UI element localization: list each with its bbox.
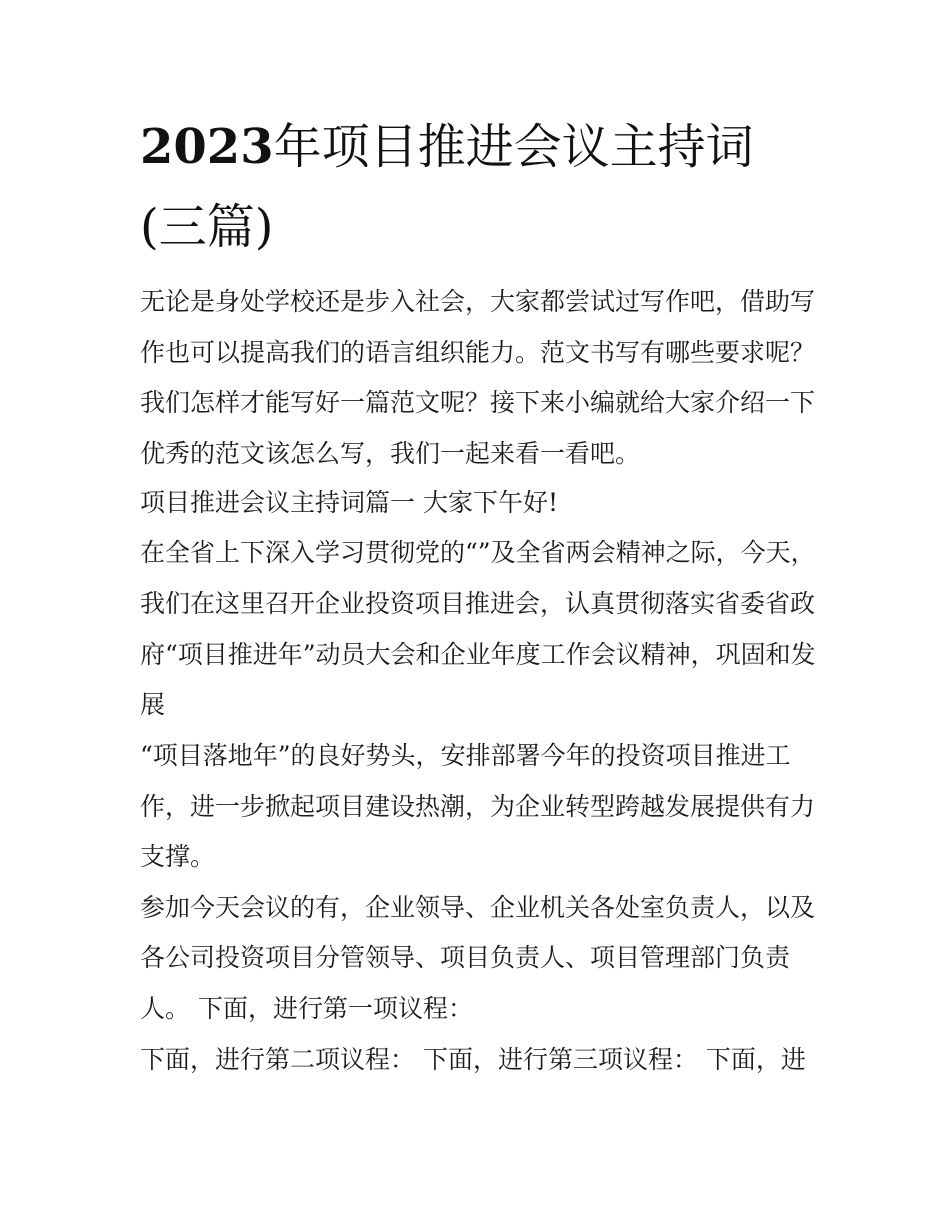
paragraph-line: 无论是身处学校还是步入社会，大家都尝试过写作吧，借助写: [140, 287, 816, 316]
paragraph-line: “项目落地年”的良好势头，安排部署今年的投资项目推进工: [140, 741, 791, 770]
paragraph-line: 参加今天会议的有，企业领导、企业机关各处室负责人，以及: [140, 893, 816, 922]
title-text: 年项目推进会议主持词: [273, 119, 754, 175]
document-title: [140, 118, 754, 176]
paragraph-line: 人。 下面，进行第一项议程：: [140, 994, 473, 1023]
paragraph-line: 各公司投资项目分管领导、项目负责人、项目管理部门负责: [140, 943, 791, 972]
document-title-line-2: (三篇): [140, 199, 274, 255]
paragraph-line: 我们怎样才能写好一篇范文呢？接下来小编就给大家介绍一下: [140, 388, 816, 417]
paragraph-line: 在全省上下深入学习贯彻党的“”及全省两会精神之际，今天，: [140, 538, 816, 567]
paragraph-line: 优秀的范文该怎么写，我们一起来看一看吧。: [140, 439, 641, 468]
title-year: 2023: [140, 119, 274, 175]
paragraph-line: 我们在这里召开企业投资项目推进会，认真贯彻落实省委省政: [140, 589, 816, 618]
paragraph-line: 府“项目推进年”动员大会和企业年度工作会议精神，巩固和发: [140, 640, 816, 669]
paragraph-line: 作也可以提高我们的语言组织能力。范文书写有哪些要求呢？: [140, 338, 816, 367]
paragraph-line: 下面，进行第二项议程： 下面，进行第三项议程： 下面，进: [140, 1045, 806, 1074]
paragraph-line: 展: [140, 690, 166, 719]
paragraph-line: 作，进一步掀起项目建设热潮，为企业转型跨越发展提供有力: [140, 792, 816, 821]
paragraph-line: 支撑。: [140, 842, 216, 871]
section-heading-line: 项目推进会议主持词篇一 大家下午好!: [140, 488, 558, 517]
